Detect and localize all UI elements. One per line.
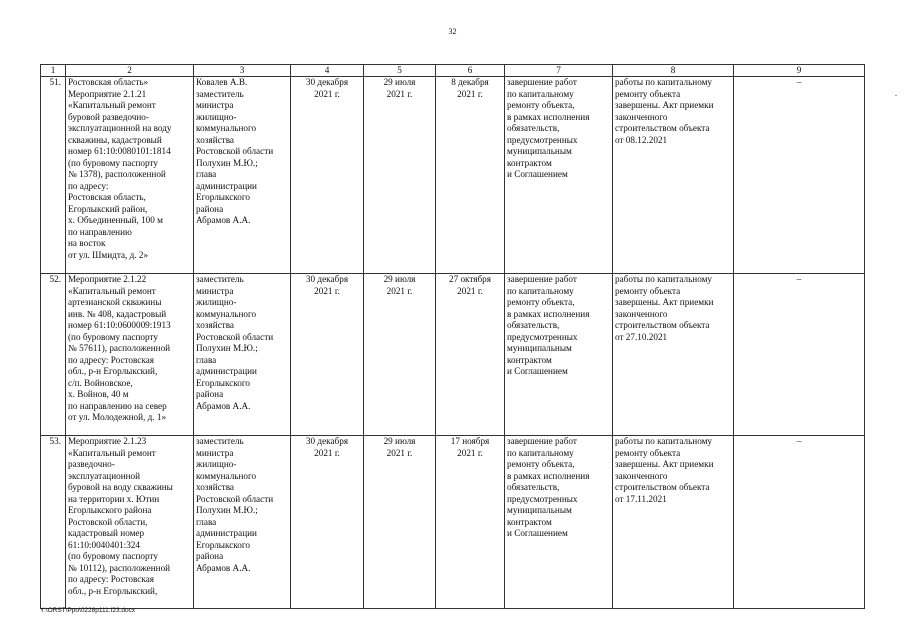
actual-date-cell: 27 октября 2021 г. <box>436 274 505 436</box>
column-header: 9 <box>734 65 865 77</box>
actual-result-cell: работы по капитальному ремонту объекта завершены. Акт приемки законченного строительством объекта от 17.11.2021 <box>613 436 734 609</box>
table-row <box>41 274 865 436</box>
continuation-text: Ковалев А.В. <box>196 77 248 87</box>
expected-result-cell: завершение работ по капитальному ремонту объекта, в рамках исполнения обязательств, предусмотренных муниципальным контрактом и Соглашением <box>505 436 613 609</box>
responsible-cell <box>194 77 291 274</box>
table-row <box>41 436 865 609</box>
row-number: 51. <box>41 77 66 274</box>
notes-cell: – <box>734 274 865 436</box>
planned-date-cell: 30 декабря 2021 г. <box>291 77 364 274</box>
notes-cell: – <box>734 77 865 274</box>
actual-date-cell: 17 ноября 2021 г. <box>436 436 505 609</box>
column-header: 6 <box>436 65 505 77</box>
event-text: Мероприятие 2.1.21 «Капитальный ремонт буровой разведочно- эксплуатационной на воду скважины, кадастровый номер 61:10:0080101:1814 (по буровому паспорту № 1378), расположенной по адресу: Ростовская область, Егорлыкский район, х. Объединенный, 100 м по направлению на восток от ул. Шмидта, д. 2» <box>68 88 172 260</box>
column-header: 4 <box>291 65 364 77</box>
event-cell <box>66 77 194 274</box>
row-number: 52. <box>41 274 66 436</box>
actual-date-cell: 8 декабря 2021 г. <box>436 77 505 274</box>
responsible-text: заместитель министра жилищно- коммунального хозяйства Ростовской области Полухин М.Ю.; глава администрации Егорлыкского района Абрамов А.А. <box>196 88 274 225</box>
file-path-footer: Y:\ORST\Ppo\0228p111.f23.docx <box>40 607 136 614</box>
responsible-cell: заместитель министра жилищно- коммунального хозяйства Ростовской области Полухин М.Ю.; глава администрации Егорлыкского района Абрамов А.А. <box>194 436 291 609</box>
expected-result-cell: завершение работ по капитальному ремонту объекта, в рамках исполнения обязательств, предусмотренных муниципальным контрактом и Соглашением <box>505 274 613 436</box>
planned-date-cell: 30 декабря 2021 г. <box>291 436 364 609</box>
column-header: 8 <box>613 65 734 77</box>
page-number: 32 <box>448 27 457 36</box>
column-number-header <box>41 65 865 77</box>
column-header: 3 <box>194 65 291 77</box>
actual-result-cell: работы по капитальному ремонту объекта завершены. Акт приемки законченного строительством объекта от 27.10.2021 <box>613 274 734 436</box>
start-date-cell: 29 июля 2021 г. <box>364 77 436 274</box>
planned-date-cell: 30 декабря 2021 г. <box>291 274 364 436</box>
column-header: 5 <box>364 65 436 77</box>
start-date-cell: 29 июля 2021 г. <box>364 274 436 436</box>
edge-mark: . <box>895 89 897 98</box>
column-header: 7 <box>505 65 613 77</box>
responsible-cell: заместитель министра жилищно- коммунального хозяйства Ростовской области Полухин М.Ю.; глава администрации Егорлыкского района Абрамов А.А. <box>194 274 291 436</box>
continuation-text: Ростовская область» <box>68 77 149 87</box>
start-date-cell: 29 июля 2021 г. <box>364 436 436 609</box>
column-header: 2 <box>66 65 194 77</box>
column-header: 1 <box>41 65 66 77</box>
expected-result-cell: завершение работ по капитальному ремонту объекта, в рамках исполнения обязательств, предусмотренных муниципальным контрактом и Соглашением <box>505 77 613 274</box>
event-cell: Мероприятие 2.1.23 «Капитальный ремонт разведочно- эксплуатационной буровой на воду скважины на территории х. Ютин Егорлыкского района Ростовской области, кадастровый номер 61:10:0040401:324 (по буровому паспорту № 10112), расположенной по адресу: Ростовская обл., р-н Егорлыкский, <box>66 436 194 609</box>
event-cell: Мероприятие 2.1.22 «Капитальный ремонт артезианской скважины инв. № 408, кадастровый номер 61:10:0600009:1913 (по буровому паспорту № 57611), расположенной по адресу: Ростовская обл., р-н Егорлыкский, с/п. Войновское, х. Войнов, 40 м по направлению на север от ул. Молодежной, д. 1» <box>66 274 194 436</box>
events-table <box>40 64 865 609</box>
table-row <box>41 77 865 274</box>
notes-cell: – <box>734 436 865 609</box>
actual-result-cell: работы по капитальному ремонту объекта завершены. Акт приемки законченного строительством объекта от 08.12.2021 <box>613 77 734 274</box>
row-number: 53. <box>41 436 66 609</box>
